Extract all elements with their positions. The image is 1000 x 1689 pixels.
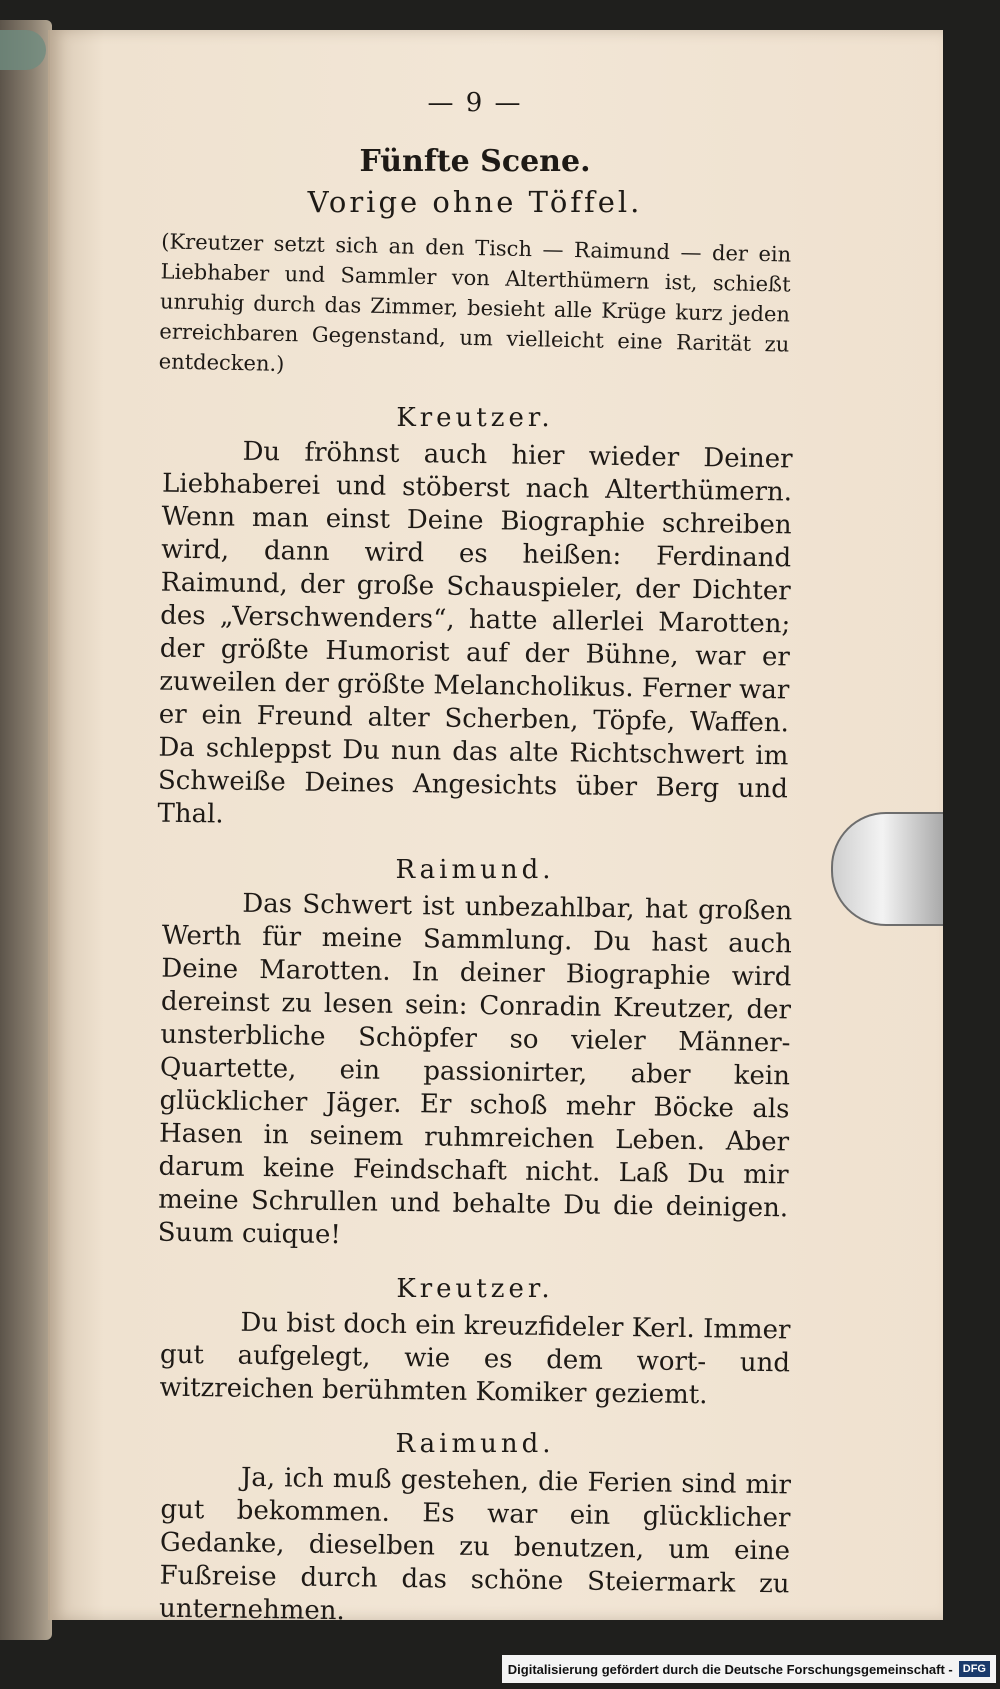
- book-cover-edge: [0, 30, 46, 70]
- page-text: [157, 60, 793, 1630]
- speech-text: Ja, ich muß gestehen, die Ferien sind mir gut bekommen. Es war ein glücklicher Gedanke, dieselben zu benutzen, um eine Fußreise durch das schöne Steiermark zu unternehmen.: [158, 1462, 792, 1627]
- speaker-name: Kreutzer.: [396, 1274, 554, 1304]
- speaker-name: Kreutzer.: [396, 403, 554, 433]
- speaker-name: Raimund.: [395, 1429, 555, 1459]
- dfg-logo-icon: DFG: [959, 1661, 990, 1677]
- speaker-name: Raimund.: [395, 855, 555, 885]
- page-number: — 9 —: [427, 88, 523, 118]
- speech-text: Das Schwert ist unbezahlbar, hat großen Werth für meine Sammlung. Du hast auch Deine Marotten. In deiner Biographie wird dereinst zu lesen sein: Conradin Kreutzer, der unsterbliche Schöpfer so vieler Männer-Quartette, ein passionirter, aber kein glücklicher Jäger. Er schoß mehr Böcke als Hasen in seinem ruhmreichen Leben. Aber darum keine Feindschaft nicht. Laß Du mir meine Schrullen und behalte Du die deinigen. Suum cuique!: [157, 888, 793, 1251]
- speech-text: Du bist doch ein kreuzfideler Kerl. Immer gut aufgelegt, wie es dem wort- und witzreichen berühmten Komiker geziemt.: [159, 1307, 791, 1411]
- stage-direction: (Kreutzer setzt sich an den Tisch — Raimund — der ein Liebhaber und Sammler von Alterthümern ist, schießt unruhig durch das Zimmer, besieht alle Krüge kurz jeden erreichbaren Gegenstand, um vielleicht eine Rarität zu entdecken.): [158, 229, 792, 377]
- digitization-credit: [502, 1655, 996, 1683]
- previous-page-edge: [0, 20, 52, 1640]
- scene-subtitle: Vorige ohne Töffel.: [307, 185, 643, 219]
- credit-text: Digitalisierung gefördert durch die Deutsche Forschungsgemeinschaft -: [507, 1661, 953, 1677]
- speech-text: Du fröhnst auch hier wieder Deiner Liebhaberei und stöberst nach Alterthümern. Wenn man einst Deine Biographie schreiben wird, dann wird es heißen: Ferdinand Raimund, der große Schauspieler, der Dichter des „Verschwenders“, hatte allerlei Marotten; der größte Humorist auf der Bühne, war er zuweilen der größte Melancholikus. Ferner war er ein Freund alter Scherben, Töpfe, Waffen. Da schleppst Du nun das alte Richtschwert im Schweiße Deines Angesichts über Berg und Thal.: [157, 436, 793, 830]
- scene-title: Fünfte Scene.: [359, 144, 591, 179]
- page-clip: [831, 812, 943, 926]
